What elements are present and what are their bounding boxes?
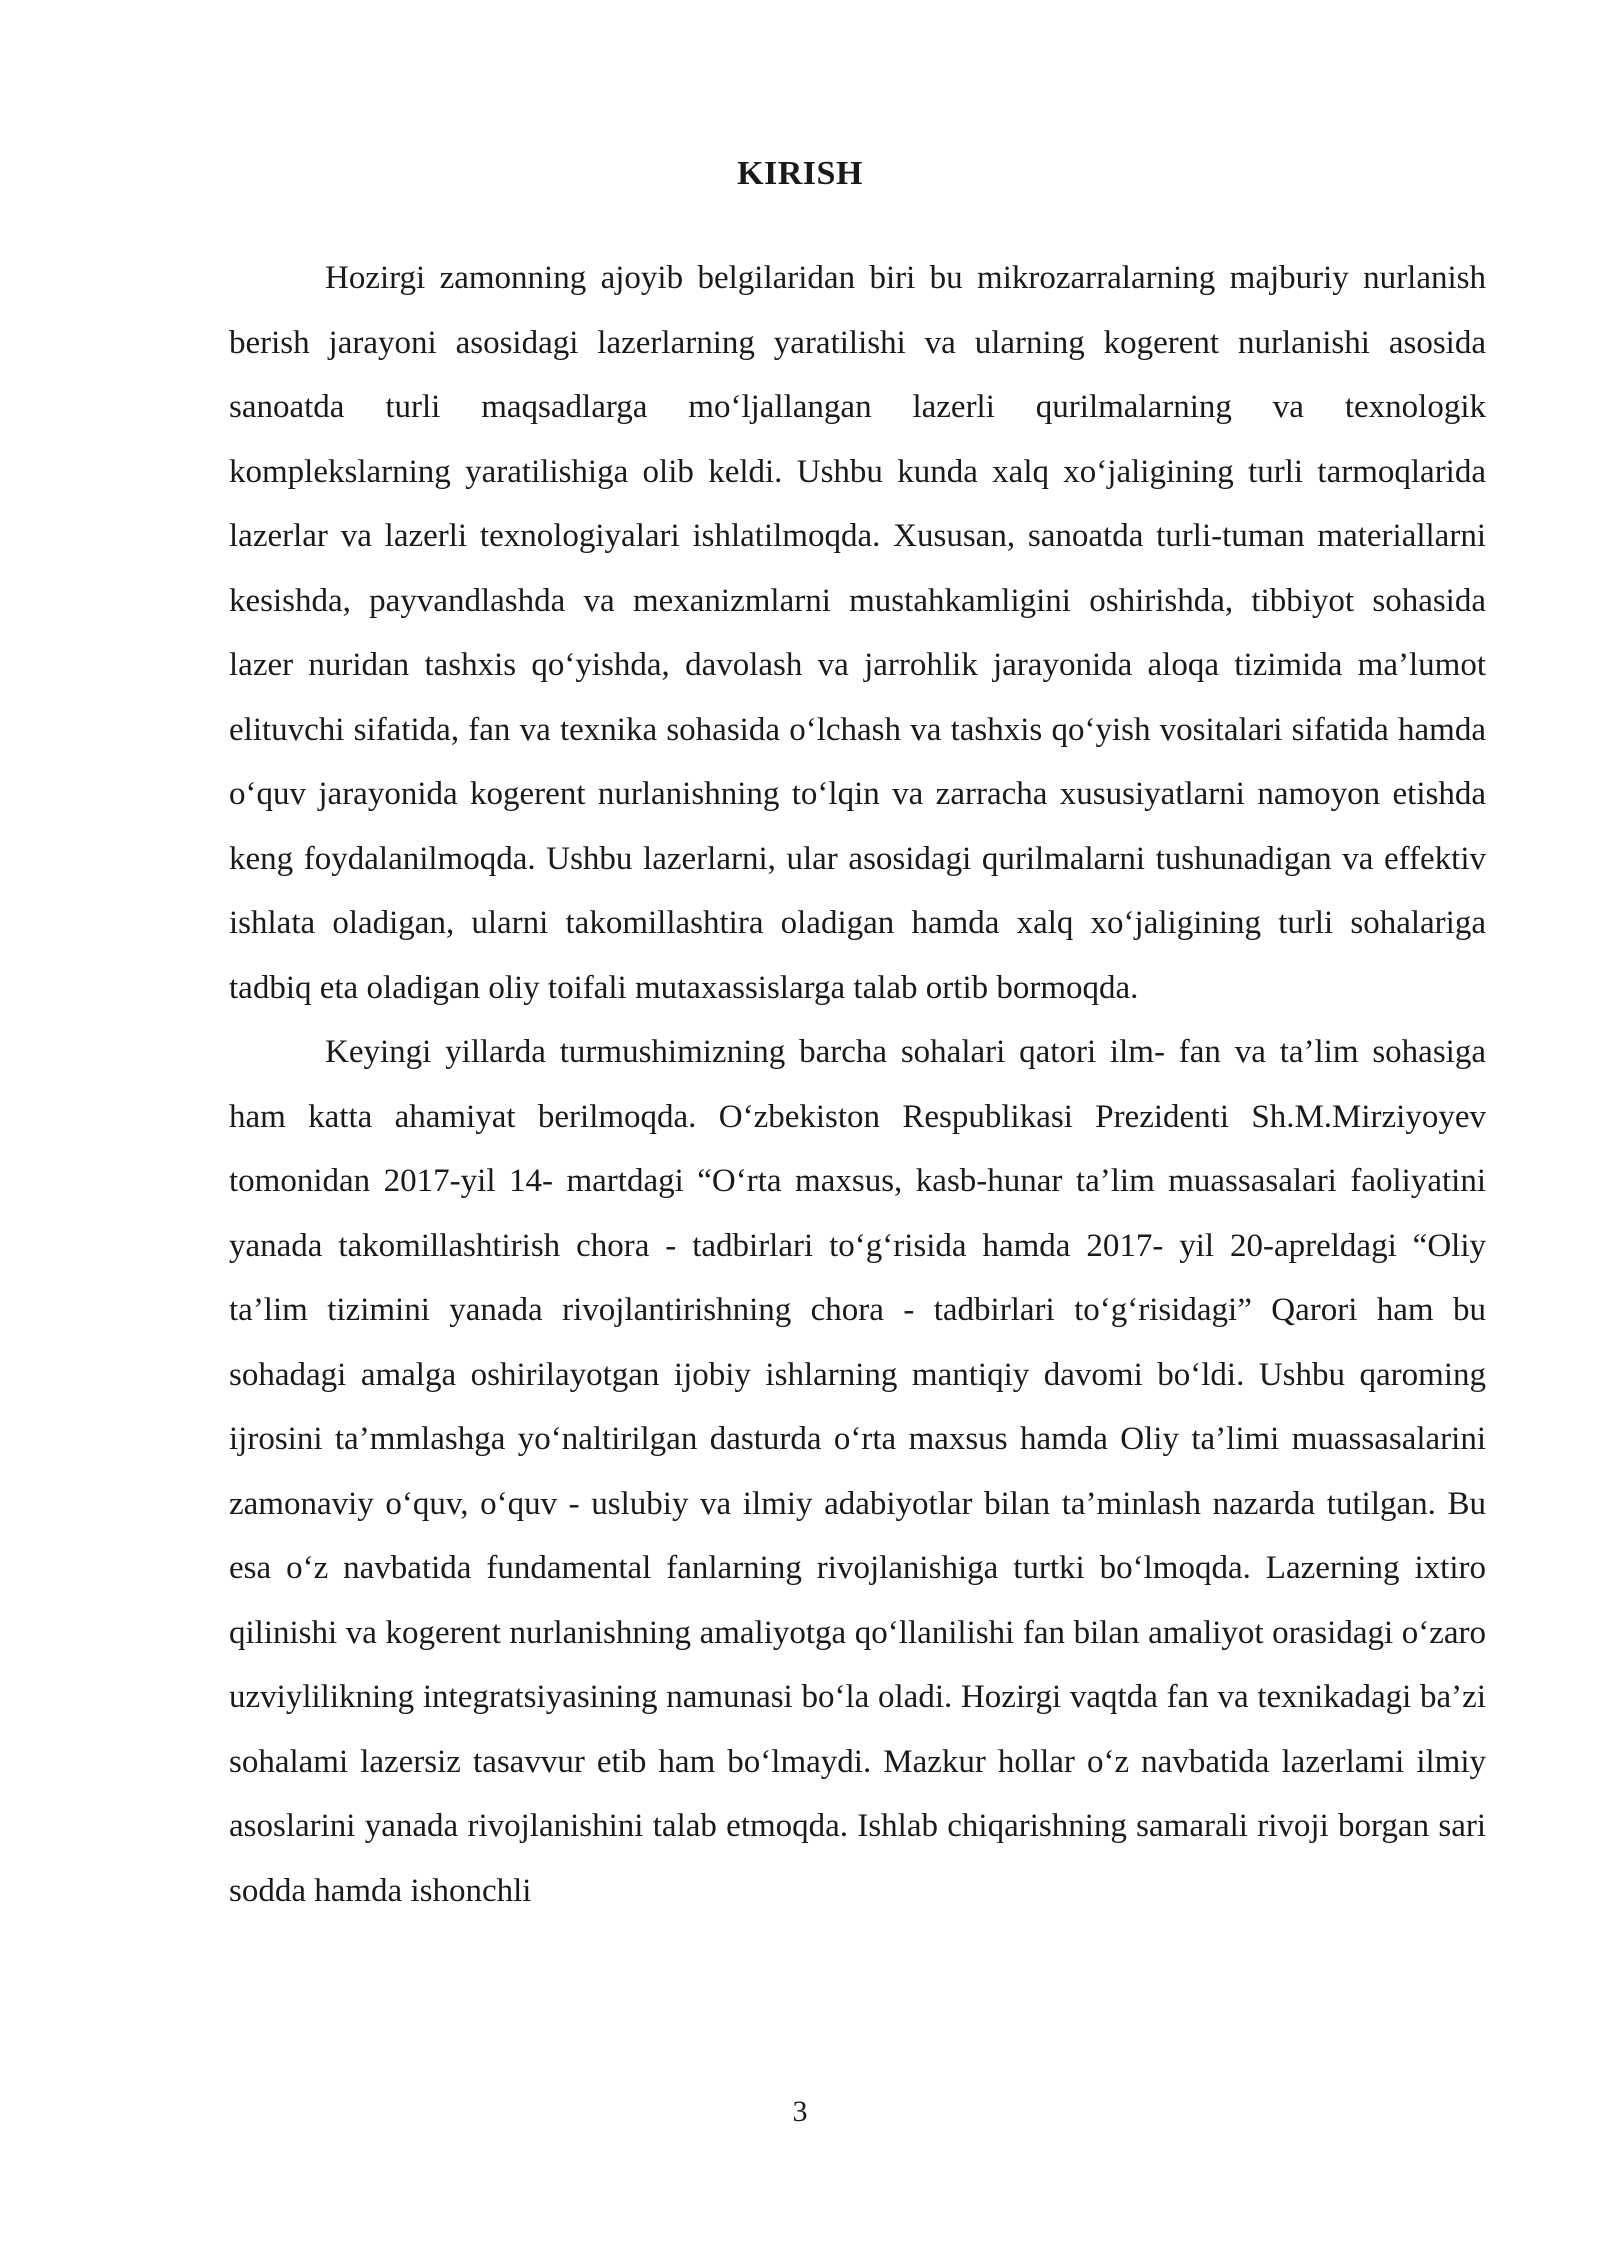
paragraph-introduction: Hozirgi zamonning ajoyib belgilaridan biri bu mikrozarralarning majburiy nurlanish berish jarayoni asosidagi lazerlarning yaratilishi va ularning kogerent nurlanishi asosida sanoatda turli maqsadlarga mo‘ljallangan lazerli qurilmalarning va texnologik komplekslarning yaratilishiga olib keldi. Ushbu kunda xalq xo‘jaligining turli tarmoqlarida lazerlar va lazerli texnologiyalari ishlatilmoqda. Xususan, sanoatda turli-tuman materiallarni kesishda, payvandlashda va mexanizmlarni mustahkamligini oshirishda, tibbiyot sohasida lazer nuridan tashxis qo‘yishda, davolash va jarrohlik jarayonida aloqa tizimida ma’lumot elituvchi sifatida, fan va texnika sohasida o‘lchash va tashxis qo‘yish vositalari sifatida hamda o‘quv jarayonida kogerent nurlanishning to‘lqin va zarracha xususiyatlarni namoyon etishda keng foydalanilmoqda. Ushbu lazerlarni, ular asosidagi qurilmalarni tushunadigan va effektiv ishlata oladigan, ularni takomillashtira oladigan hamda xalq xo‘jaligining turli sohalariga tadbiq eta oladigan oliy toifali mutaxassislarga talab ortib bormoqda. (229, 260, 1486, 1006)
page-title: KIRISH (737, 155, 863, 192)
page-number: 3 (792, 2095, 808, 2128)
paragraph-education-reforms: Keyingi yillarda turmushimizning barcha sohalari qatori ilm- fan va ta’lim sohasiga ham katta ahamiyat berilmoqda. O‘zbekiston Respublikasi Prezidenti Sh.M.Mirziyoyev tomonidan 2017-yil 14- martdagi “O‘rta maxsus, kasb-hunar ta’lim muassasalari faoliyatini yanada takomillashtirish chora - tadbirlari to‘g‘risida hamda 2017- yil 20-apreldagi “Oliy ta’lim tizimini yanada rivojlantirishning chora - tadbirlari to‘g‘risidagi” Qarori ham bu sohadagi amalga oshirilayotgan ijobiy ishlarning mantiqiy davomi bo‘ldi. Ushbu qaroming ijrosini ta’mmlashga yo‘naltirilgan dasturda o‘rta maxsus hamda Oliy ta’limi muassasalarini zamonaviy o‘quv, o‘quv - uslubiy va ilmiy adabiyotlar bilan ta’minlash nazarda tutilgan. Bu esa o‘z navbatida fundamental fanlarning rivojlanishiga turtki bo‘lmoqda. Lazerning ixtiro qilinishi va kogerent nurlanishning amaliyotga qo‘llanilishi fan bilan amaliyot orasidagi o‘zaro uzviylilikning integratsiyasining namunasi bo‘la oladi. Hozirgi vaqtda fan va texnikadagi ba’zi sohalami lazersiz tasavvur etib ham bo‘lmaydi. Mazkur hollar o‘z navbatida lazerlami ilmiy asoslarini yanada rivojlanishini talab etmoqda. Ishlab chiqarishning samarali rivoji borgan sari sodda hamda ishonchli (229, 1034, 1486, 1909)
body-text (229, 246, 1486, 1923)
